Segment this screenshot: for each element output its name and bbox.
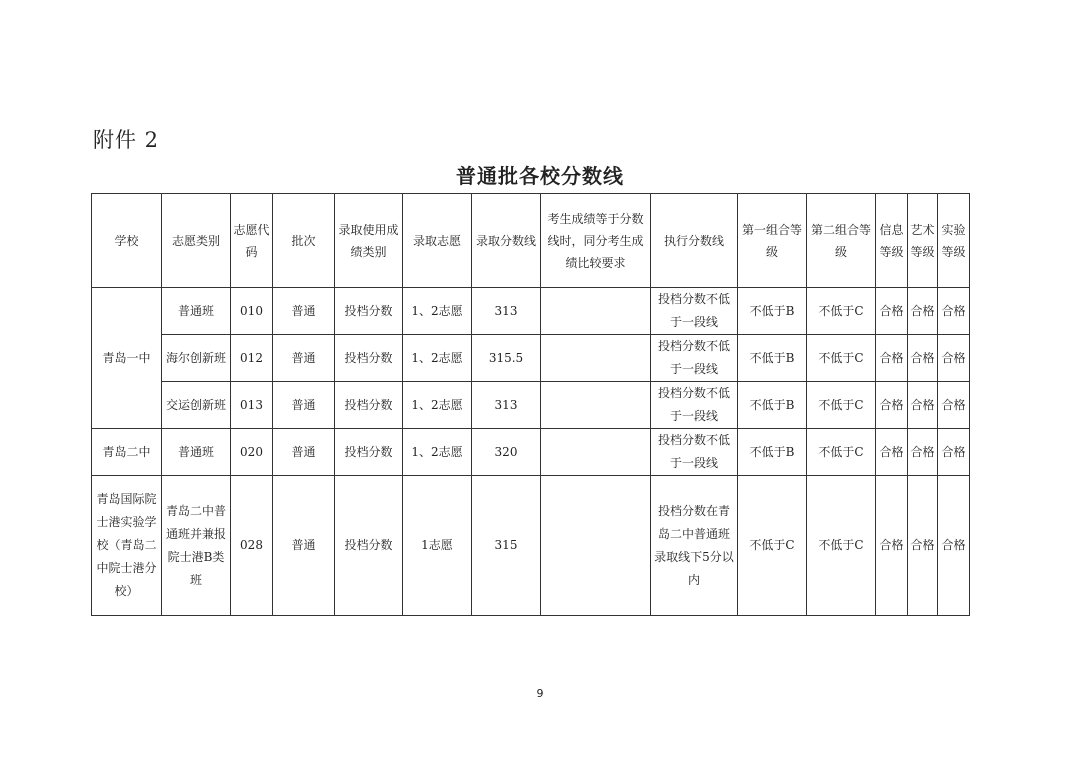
cell-info: 合格 <box>876 429 908 476</box>
cell-cutoff: 315 <box>472 476 541 616</box>
cell-score-type: 投档分数 <box>335 429 403 476</box>
cell-preference: 1志愿 <box>403 476 472 616</box>
cell-code: 012 <box>231 335 273 382</box>
table-row <box>92 335 970 382</box>
cell-art: 合格 <box>908 335 938 382</box>
cell-combo1: 不低于C <box>738 476 807 616</box>
header-art: 艺术等级 <box>908 194 938 288</box>
header-category: 志愿类别 <box>162 194 231 288</box>
cell-batch: 普通 <box>273 476 335 616</box>
cell-tie-rule <box>541 476 651 616</box>
cell-art: 合格 <box>908 288 938 335</box>
cell-tie-rule <box>541 382 651 429</box>
cell-tie-rule <box>541 288 651 335</box>
cell-cutoff: 313 <box>472 382 541 429</box>
cell-combo2: 不低于C <box>807 429 876 476</box>
cell-cutoff: 315.5 <box>472 335 541 382</box>
table-row <box>92 288 970 335</box>
header-combo2: 第二组合等级 <box>807 194 876 288</box>
header-cutoff: 录取分数线 <box>472 194 541 288</box>
score-table <box>91 193 970 616</box>
cell-category: 普通班 <box>162 429 231 476</box>
cell-category: 海尔创新班 <box>162 335 231 382</box>
header-tie-rule: 考生成绩等于分数线时，同分考生成绩比较要求 <box>541 194 651 288</box>
cell-art: 合格 <box>908 429 938 476</box>
cell-school: 青岛国际院士港实验学校（青岛二中院士港分校） <box>92 476 162 616</box>
cell-exec-line: 投档分数不低于一段线 <box>651 335 738 382</box>
cell-code: 013 <box>231 382 273 429</box>
cell-combo2: 不低于C <box>807 288 876 335</box>
attachment-label: 附件 2 <box>93 128 160 152</box>
header-batch: 批次 <box>273 194 335 288</box>
cell-exec-line: 投档分数不低于一段线 <box>651 429 738 476</box>
cell-exec-line: 投档分数在青岛二中普通班录取线下5分以内 <box>651 476 738 616</box>
header-info: 信息等级 <box>876 194 908 288</box>
cell-school: 青岛一中 <box>92 288 162 429</box>
cell-combo1: 不低于B <box>738 288 807 335</box>
cell-code: 020 <box>231 429 273 476</box>
cell-batch: 普通 <box>273 288 335 335</box>
cell-info: 合格 <box>876 382 908 429</box>
header-score-type: 录取使用成绩类别 <box>335 194 403 288</box>
header-exp: 实验等级 <box>938 194 970 288</box>
header-exec-line: 执行分数线 <box>651 194 738 288</box>
cell-score-type: 投档分数 <box>335 476 403 616</box>
cell-code: 028 <box>231 476 273 616</box>
cell-category: 交运创新班 <box>162 382 231 429</box>
cell-exp: 合格 <box>938 429 970 476</box>
cell-exp: 合格 <box>938 335 970 382</box>
cell-exec-line: 投档分数不低于一段线 <box>651 288 738 335</box>
table-row <box>92 429 970 476</box>
header-combo1: 第一组合等级 <box>738 194 807 288</box>
cell-cutoff: 313 <box>472 288 541 335</box>
header-school: 学校 <box>92 194 162 288</box>
cell-preference: 1、2志愿 <box>403 382 472 429</box>
cell-batch: 普通 <box>273 382 335 429</box>
cell-combo2: 不低于C <box>807 382 876 429</box>
cell-exp: 合格 <box>938 288 970 335</box>
cell-info: 合格 <box>876 476 908 616</box>
cell-combo1: 不低于B <box>738 429 807 476</box>
cell-code: 010 <box>231 288 273 335</box>
cell-preference: 1、2志愿 <box>403 335 472 382</box>
page-title: 普通批各校分数线 <box>456 164 624 188</box>
cell-info: 合格 <box>876 335 908 382</box>
page-number: 9 <box>536 687 544 700</box>
table-header-row <box>92 194 970 288</box>
cell-preference: 1、2志愿 <box>403 288 472 335</box>
cell-art: 合格 <box>908 476 938 616</box>
cell-category: 普通班 <box>162 288 231 335</box>
cell-batch: 普通 <box>273 429 335 476</box>
cell-exp: 合格 <box>938 382 970 429</box>
cell-batch: 普通 <box>273 335 335 382</box>
cell-combo1: 不低于B <box>738 382 807 429</box>
cell-school: 青岛二中 <box>92 429 162 476</box>
header-code: 志愿代码 <box>231 194 273 288</box>
cell-score-type: 投档分数 <box>335 382 403 429</box>
header-preference: 录取志愿 <box>403 194 472 288</box>
cell-combo2: 不低于C <box>807 476 876 616</box>
cell-combo2: 不低于C <box>807 335 876 382</box>
cell-score-type: 投档分数 <box>335 288 403 335</box>
table-row <box>92 382 970 429</box>
cell-exec-line: 投档分数不低于一段线 <box>651 382 738 429</box>
cell-score-type: 投档分数 <box>335 335 403 382</box>
cell-exp: 合格 <box>938 476 970 616</box>
cell-tie-rule <box>541 429 651 476</box>
cell-tie-rule <box>541 335 651 382</box>
cell-category: 青岛二中普通班并兼报院士港B类班 <box>162 476 231 616</box>
cell-combo1: 不低于B <box>738 335 807 382</box>
cell-art: 合格 <box>908 382 938 429</box>
cell-preference: 1、2志愿 <box>403 429 472 476</box>
cell-cutoff: 320 <box>472 429 541 476</box>
table-row <box>92 476 970 616</box>
cell-info: 合格 <box>876 288 908 335</box>
